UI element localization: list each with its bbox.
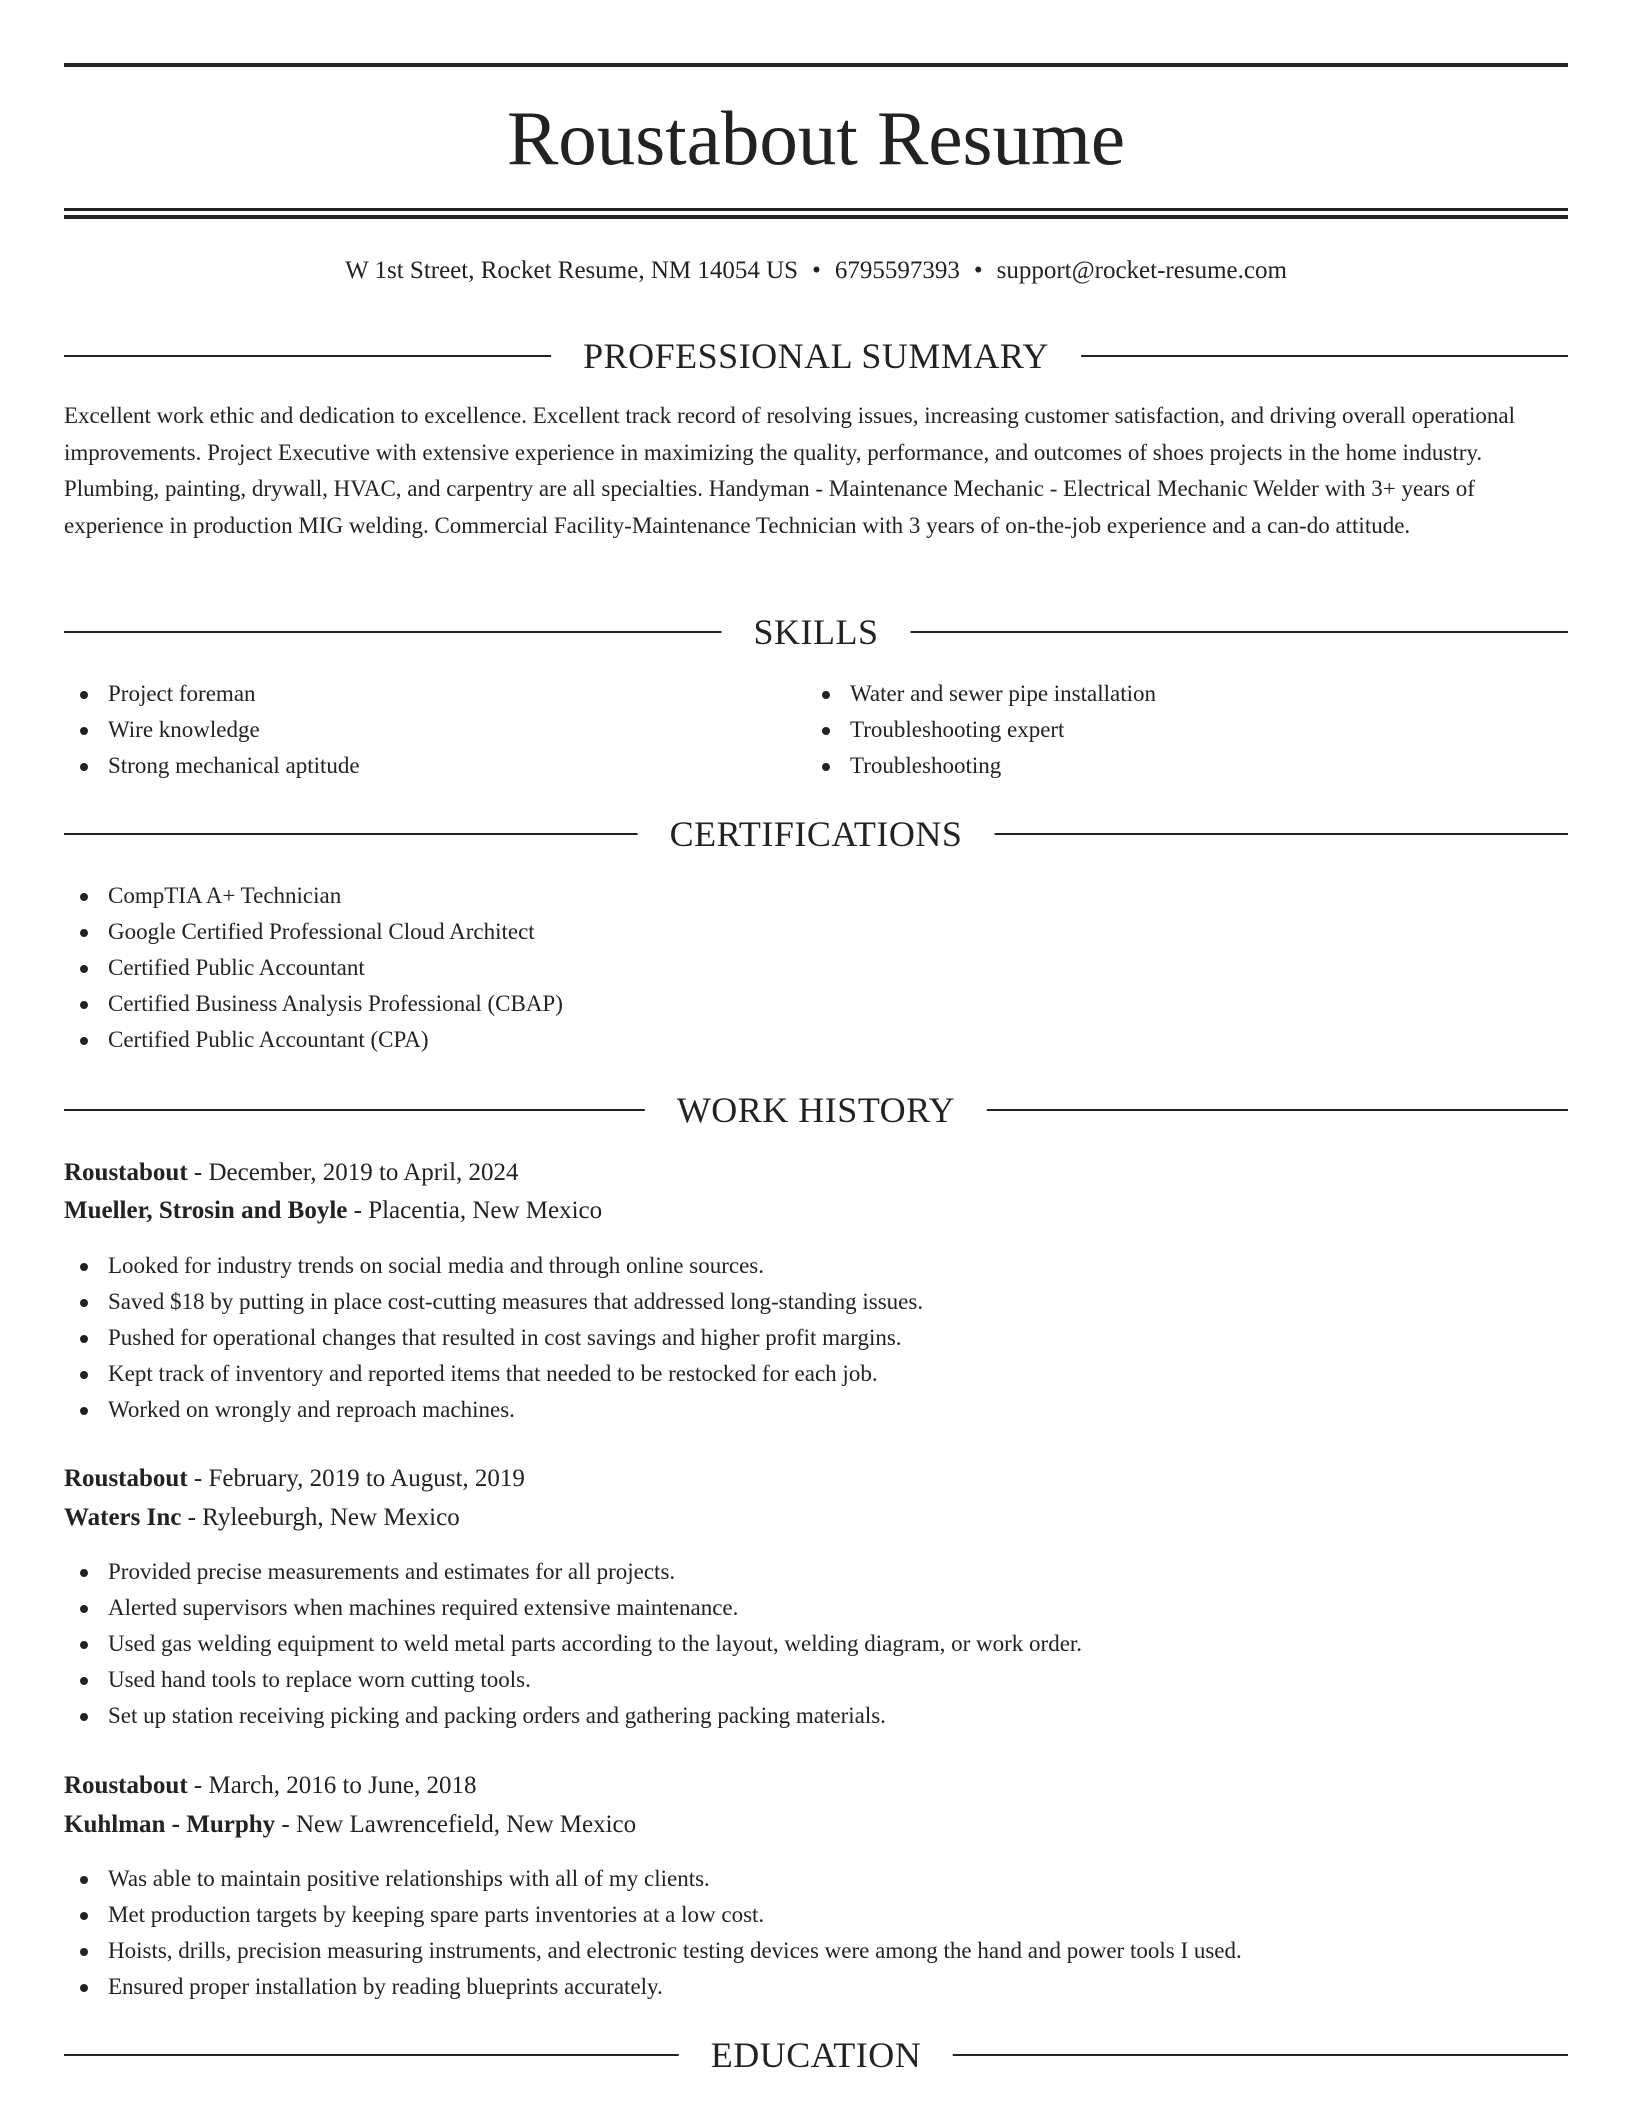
contact-separator: • [973,257,983,284]
list-item: Used gas welding equipment to weld metal parts according to the layout, welding diagram, or work order. [64,1626,1082,1662]
section-heading-work-history [64,1088,1568,1132]
list-item: Troubleshooting expert [806,712,1156,748]
bullet-icon [80,1371,88,1379]
bullet-icon [80,1299,88,1307]
job-company: Mueller, Strosin and Boyle [64,1197,348,1224]
job-duties-list [64,1861,1242,2005]
list-item: Pushed for operational changes that resulted in cost savings and higher profit margins. [64,1320,923,1356]
list-item: Wire knowledge [64,712,360,748]
job-title: Roustabout [64,1159,188,1186]
certifications-list [64,878,563,1058]
job-location: - Placentia, New Mexico [347,1197,603,1224]
list-item: Met production targets by keeping spare parts inventories at a low cost. [64,1897,1242,1933]
list-item: Hoists, drills, precision measuring instruments, and electronic testing devices were among the hand and power tools I used. [64,1933,1242,1969]
section-heading-certifications [64,812,1568,856]
section-title: SKILLS [721,610,910,654]
job-company-line [64,1499,460,1537]
job-company: Waters Inc [64,1504,182,1531]
list-item: Alerted supervisors when machines required extensive maintenance. [64,1590,1082,1626]
list-item: Used hand tools to replace worn cutting tools. [64,1662,1082,1698]
list-item: Certified Business Analysis Professional (CBAP) [64,986,563,1022]
job-dates: - February, 2019 to August, 2019 [187,1465,525,1492]
contact-phone: 6795597393 [834,257,960,284]
bullet-icon [80,1605,88,1613]
bullet-icon [80,1001,88,1009]
job-title-line [64,1767,477,1805]
list-item: Water and sewer pipe installation [806,676,1156,712]
section-heading-summary [64,334,1568,378]
list-item: Google Certified Professional Cloud Architect [64,914,563,950]
list-item: Was able to maintain positive relationships with all of my clients. [64,1861,1242,1897]
contact-separator: • [812,257,821,284]
bullet-icon [80,893,88,901]
job-duties-list [64,1248,923,1428]
section-title: PROFESSIONAL SUMMARY [551,334,1081,378]
title-double-rule-upper [64,208,1568,211]
list-item: Certified Public Accountant [64,950,563,986]
bullet-icon [80,1984,88,1992]
job-company: Kuhlman - Murphy [64,1811,276,1838]
title-double-rule-lower [64,215,1568,219]
job-title: Roustabout [64,1465,188,1492]
section-heading-education [64,2033,1568,2077]
list-item: Ensured proper installation by reading blueprints accurately. [64,1969,1242,2005]
bullet-icon [80,1677,88,1685]
bullet-icon [80,929,88,937]
skills-list-right [806,676,1156,784]
list-item: CompTIA A+ Technician [64,878,563,914]
contact-address: W 1st Street, Rocket Resume, NM 14054 US [345,257,799,284]
bullet-icon [80,1876,88,1884]
summary-text: Excellent work ethic and dedication to excellence. Excellent track record of resolving issues, increasing customer satisfaction, and driving overall operational improvements. Project Executive with extensive experience in maximizing the quality, performance, and outcomes of shoes projects in the home industry. Plumbing, painting, drywall, HVAC, and carpentry are all specialties. Handyman - Maintenance Mechanic - Electrical Mechanic Welder with 3+ years of experience in production MIG welding. Commercial Facility-Maintenance Technician with 3 years of on-the-job experience and a can-do attitude. [64,403,1516,538]
bullet-icon [80,691,88,699]
list-item: Kept track of inventory and reported items that needed to be restocked for each job. [64,1356,923,1392]
bullet-icon [822,691,830,699]
job-title-line [64,1460,525,1498]
bullet-icon [80,727,88,735]
top-rule [64,63,1568,67]
bullet-icon [80,1912,88,1920]
bullet-icon [822,763,830,771]
bullet-icon [80,965,88,973]
list-item: Worked on wrongly and reproach machines. [64,1392,923,1428]
section-title: EDUCATION [679,2033,953,2077]
job-dates: - December, 2019 to April, 2024 [187,1159,519,1186]
list-item: Project foreman [64,676,360,712]
job-company-line [64,1806,636,1844]
skills-list-left [64,676,360,784]
job-duties-list [64,1554,1082,1734]
bullet-icon [80,1037,88,1045]
bullet-icon [80,1713,88,1721]
resume-title: Roustabout Resume [506,95,1126,181]
bullet-icon [822,727,830,735]
job-company-line [64,1192,602,1230]
list-item: Looked for industry trends on social media and through online sources. [64,1248,923,1284]
job-location: - New Lawrencefield, New Mexico [275,1811,637,1838]
job-title: Roustabout [64,1772,188,1799]
list-item: Troubleshooting [806,748,1156,784]
list-item: Certified Public Accountant (CPA) [64,1022,563,1058]
bullet-icon [80,1569,88,1577]
job-dates: - March, 2016 to June, 2018 [187,1772,477,1799]
section-title: CERTIFICATIONS [638,812,995,856]
contact-email: support@rocket-resume.com [996,257,1287,284]
bullet-icon [80,1948,88,1956]
list-item: Set up station receiving picking and packing orders and gathering packing materials. [64,1698,1082,1734]
bullet-icon [80,763,88,771]
contact-line [64,252,1568,290]
bullet-icon [80,1407,88,1415]
bullet-icon [80,1263,88,1271]
job-title-line [64,1154,519,1192]
list-item: Saved $18 by putting in place cost-cutting measures that addressed long-standing issues. [64,1284,923,1320]
job-location: - Ryleeburgh, New Mexico [181,1504,460,1531]
section-heading-skills [64,610,1568,654]
list-item: Strong mechanical aptitude [64,748,360,784]
bullet-icon [80,1641,88,1649]
section-title: WORK HISTORY [645,1088,987,1132]
bullet-icon [80,1335,88,1343]
list-item: Provided precise measurements and estimates for all projects. [64,1554,1082,1590]
